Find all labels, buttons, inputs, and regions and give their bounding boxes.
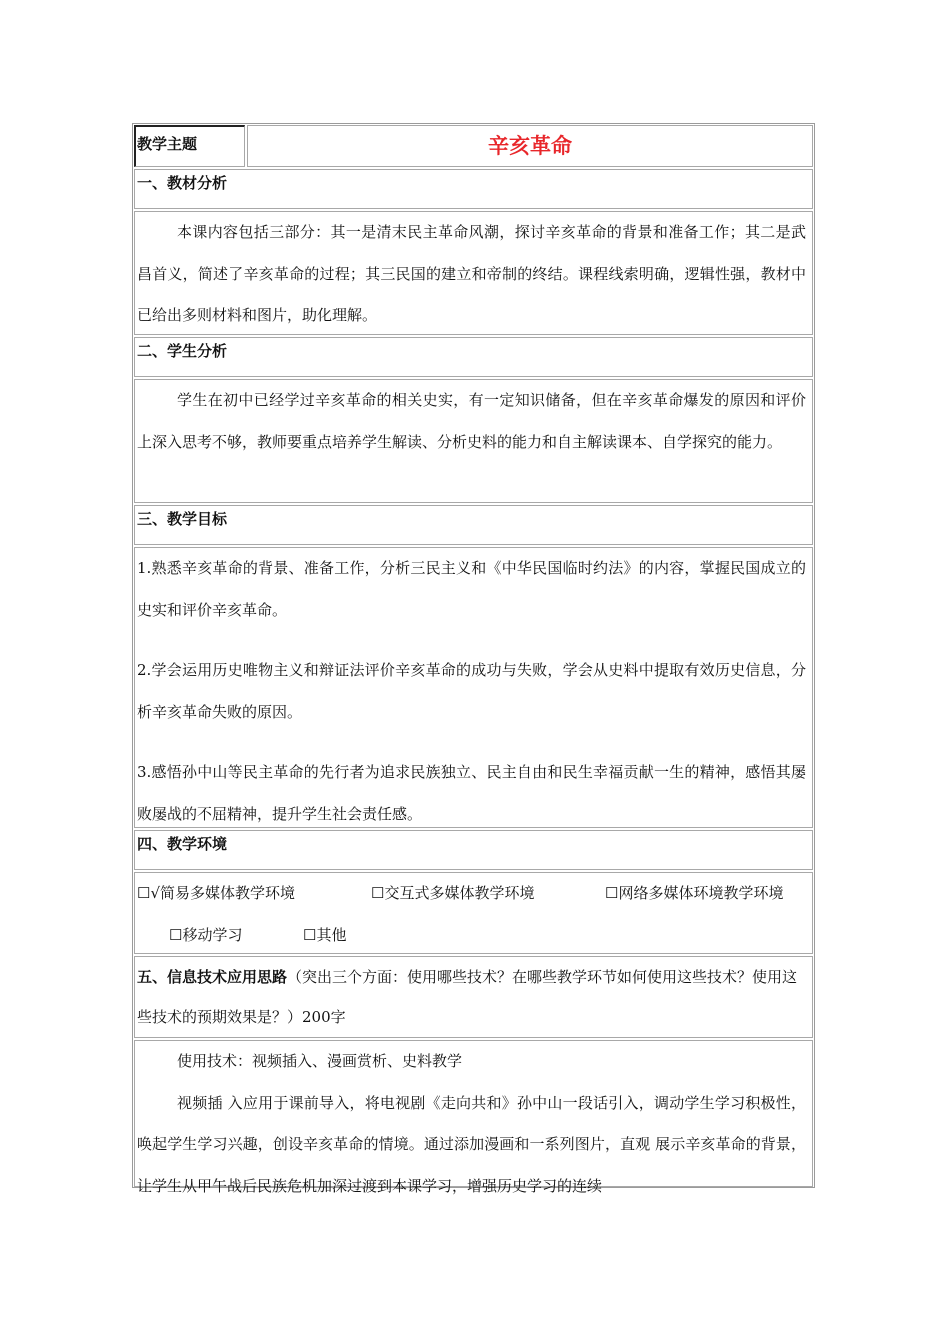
goal-item: 3.感悟孙中山等民主革命的先行者为追求民族独立、民主自由和民生幸福贡献一生的精神，感悟其屡败屡战的不屈精神，提升学生社会责任感。 — [137, 763, 806, 823]
materials-heading: 一、教材分析 — [134, 169, 813, 209]
env-option-interactive[interactable]: ☐交互式多媒体教学环境 — [371, 884, 535, 902]
students-heading: 二、学生分析 — [134, 337, 813, 377]
goals-heading: 三、教学目标 — [134, 505, 813, 545]
env-option-network[interactable]: ☐网络多媒体环境教学环境 — [605, 884, 784, 902]
env-option-simple[interactable]: ☐√简易多媒体教学环境 — [137, 884, 296, 902]
it-body — [134, 1040, 813, 1195]
it-heading-title: 五、信息技术应用思路 — [137, 968, 288, 986]
it-line: 使用技术：视频插入、漫画赏析、史料教学 — [177, 1052, 463, 1070]
it-line: 视频插 入应用于课前导入，将电视剧《走向共和》孙中山一段话引入，调动学生学习积极性，唤起学生学习兴趣，创设辛亥革命的情境。通过添加漫画和一系列图片，直观 展示辛亥革命的背景，让学生从甲午战后民族危机加深过渡到本课学习，增强历史学习的连续 — [137, 1093, 806, 1195]
it-heading-note: （突出三个方面：使用哪些技术？在哪些教学环节如何使用这些技术？使用这些技术的预期效果是？）200字 — [137, 968, 798, 1026]
topic-label: 教学主题 — [134, 125, 245, 167]
env-option-other[interactable]: ☐其他 — [303, 925, 347, 944]
environment-options — [134, 872, 813, 954]
students-text: 学生在初中已经学过辛亥革命的相关史实，有一定知识储备，但在辛亥革命爆发的原因和评价上深入思考不够，教师要重点培养学生解读、分析史料的能力和自主解读课本、自学探究的能力。 — [134, 379, 813, 503]
lesson-plan-table — [132, 123, 815, 1195]
goal-item: 2.学会运用历史唯物主义和辩证法评价辛亥革命的成功与失败，学会从史料中提取有效历史信息，分析辛亥革命失败的原因。 — [137, 661, 806, 721]
goal-item: 1.熟悉辛亥革命的背景、准备工作，分析三民主义和《中华民国临时约法》的内容，掌握民国成立的史实和评价辛亥革命。 — [137, 559, 806, 619]
topic-title: 辛亥革命 — [247, 125, 813, 167]
it-heading — [134, 956, 813, 1038]
goals-list — [134, 547, 813, 828]
environment-heading: 四、教学环境 — [134, 830, 813, 870]
env-option-mobile[interactable]: ☐移动学习 — [169, 925, 243, 944]
materials-text: 本课内容包括三部分：其一是清末民主革命风潮，探讨辛亥革命的背景和准备工作；其二是武昌首义，简述了辛亥革命的过程；其三民国的建立和帝制的终结。课程线索明确，逻辑性强，教材中已给出多则材料和图片，助化理解。 — [134, 211, 813, 335]
